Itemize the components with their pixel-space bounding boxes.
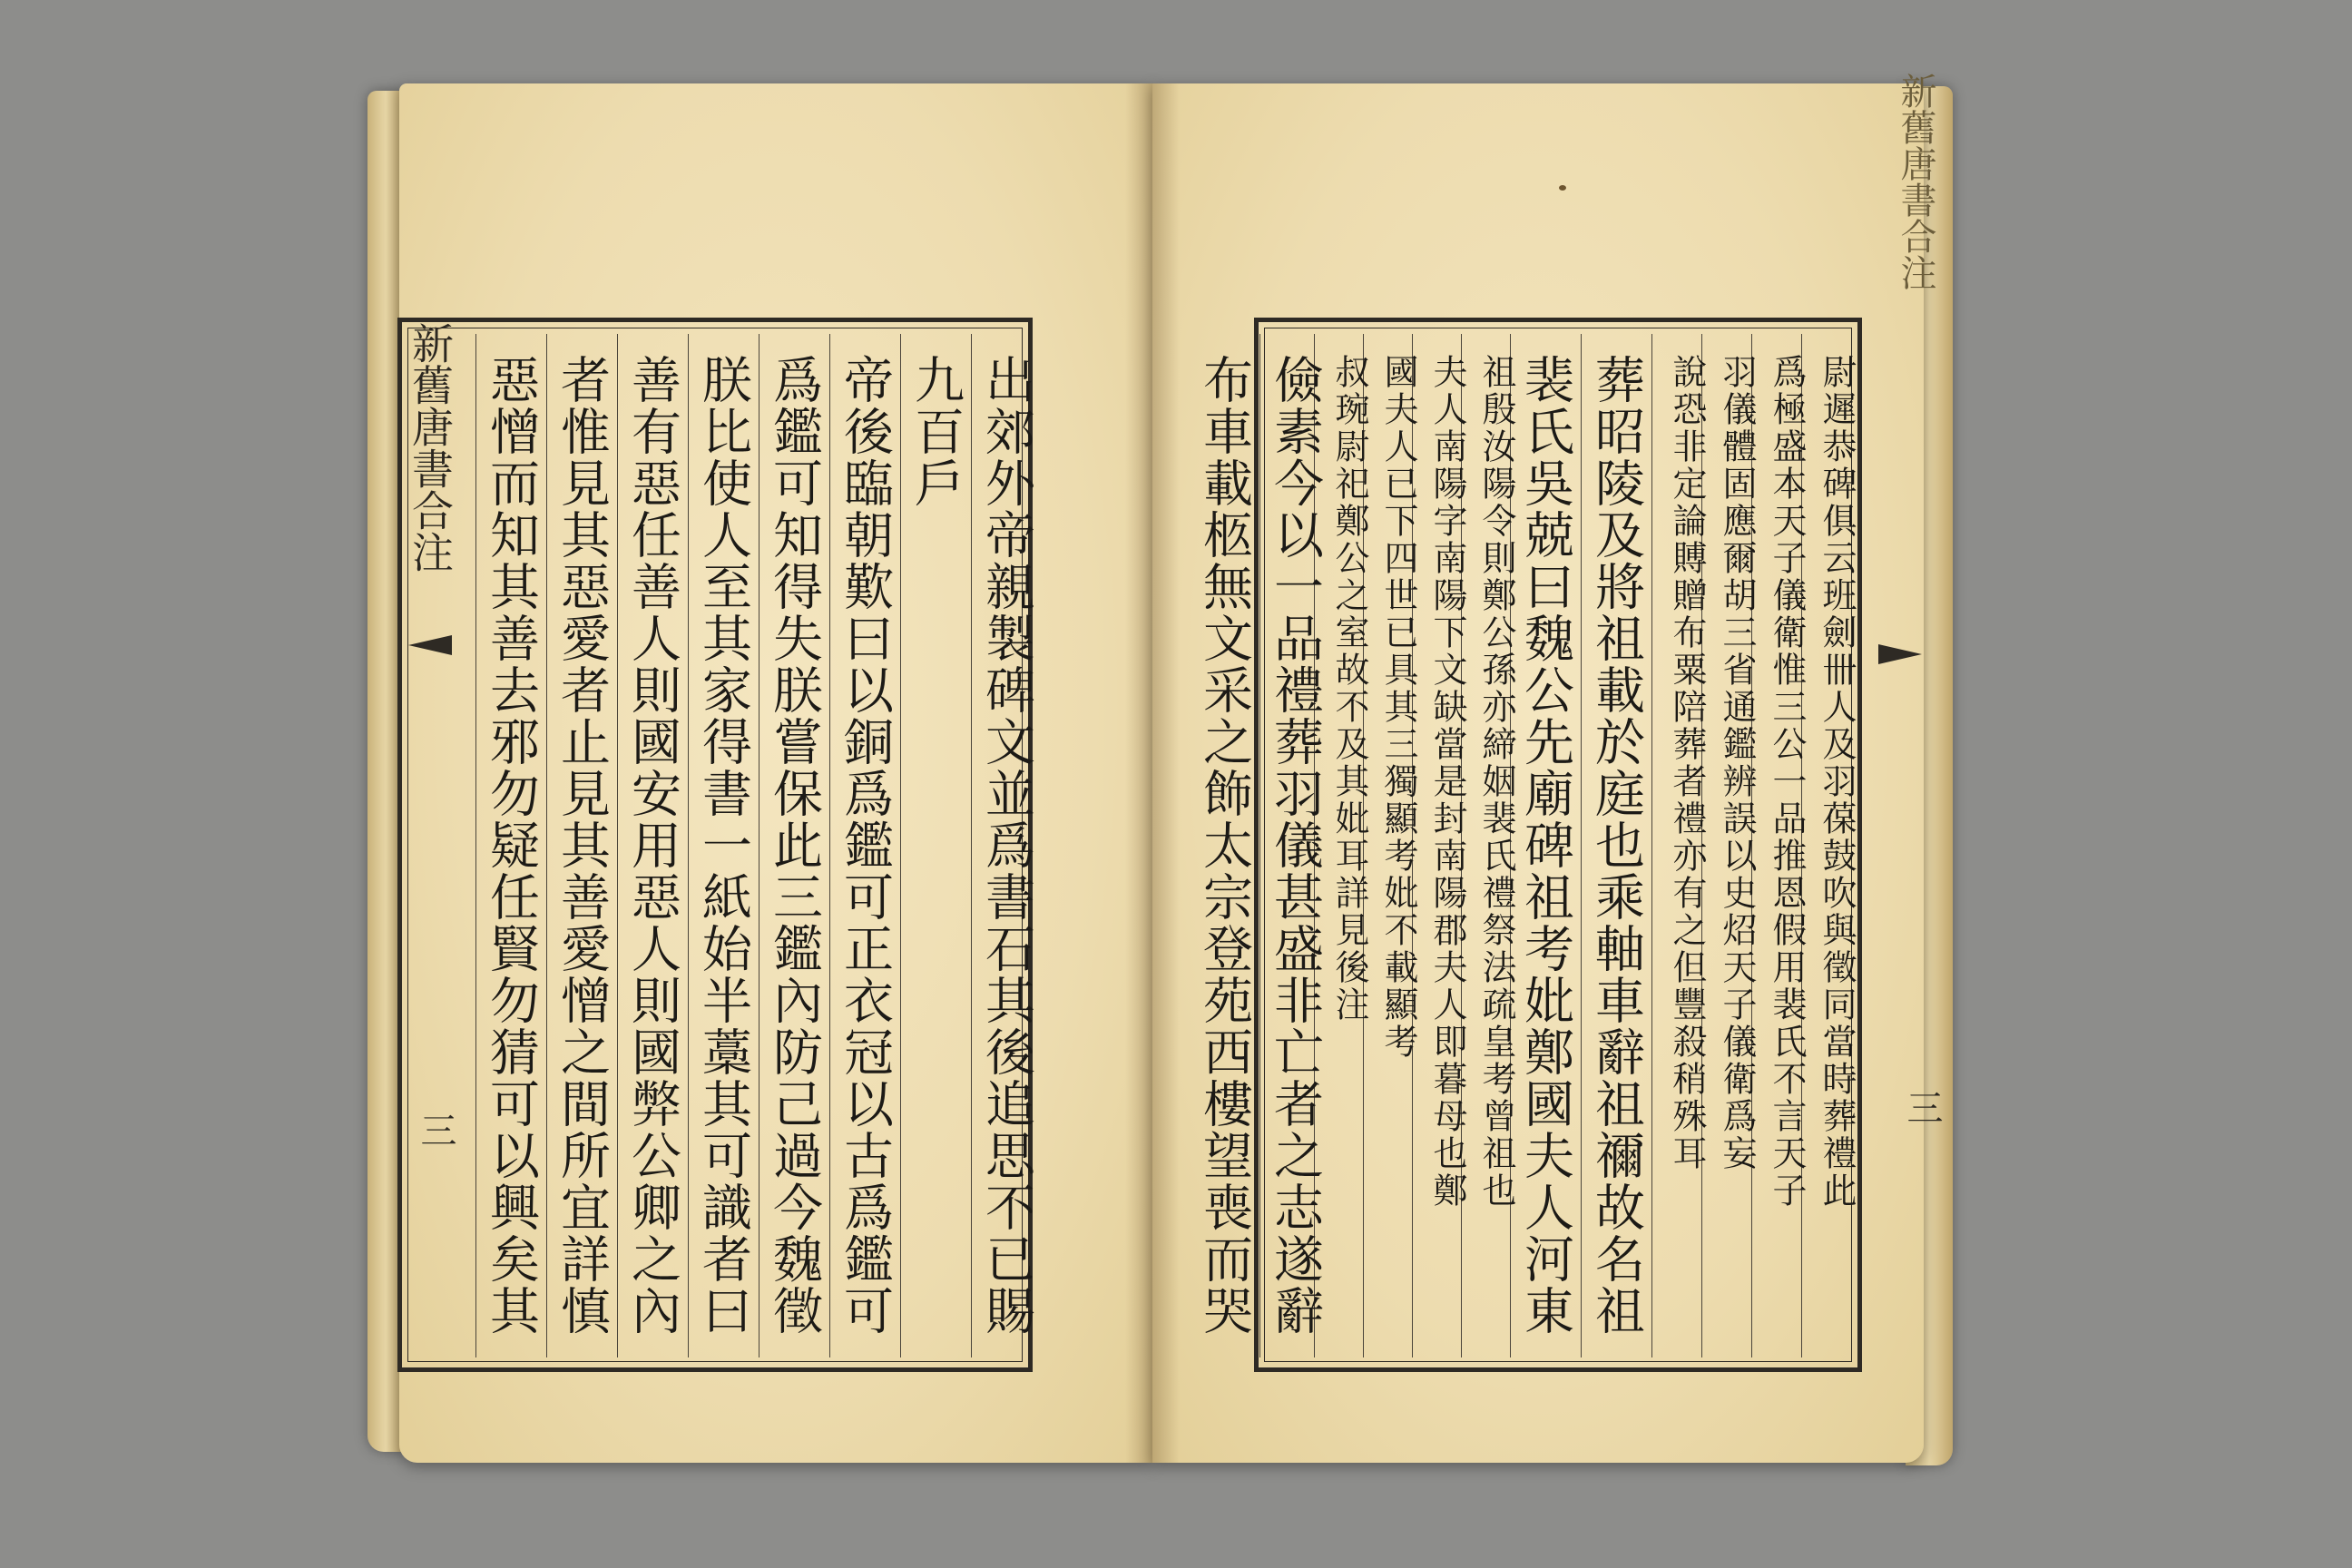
left-column-4: 爲鑑可知得失朕嘗保此三鑑內防己過今魏徵: [759, 334, 829, 1357]
right-column-5: 葬昭陵及將祖載於庭也乘軸車辭祖禰故名祖: [1581, 334, 1651, 1357]
left-column-6: 善有惡任善人則國安用惡人則國弊公卿之內: [617, 334, 688, 1357]
left-folio-number: 三: [415, 1112, 456, 1148]
right-column-10: 叔琬尉祀鄭公之室故不及其妣耳詳見後注: [1314, 334, 1385, 1357]
right-column-12: 布車載柩無文采之飾太宗登苑西樓望喪而哭: [1195, 354, 1253, 1337]
right-column-1: 尉遲恭碑俱云班劍卌人及羽葆鼓吹與徵同當時葬禮此: [1801, 334, 1872, 1357]
left-column-7: 者惟見其惡愛者止見其善愛憎之間所宜詳慎: [546, 334, 617, 1357]
left-margin-title: 新舊唐書合注: [406, 322, 455, 573]
right-column-3: 羽儀體固應爾胡三省通鑑辨誤以史炤天子儀衛爲妄: [1701, 334, 1772, 1357]
left-column-5: 朕比使人至其家得書一紙始半藁其可識者曰: [688, 334, 759, 1357]
right-column-8: 夫人南陽字南陽下文缺當是封南陽郡夫人即暮母也鄭: [1412, 334, 1483, 1357]
right-column-4: 說恐非定論賻贈布粟陪葬者禮亦有之但豐殺稍殊耳: [1651, 334, 1722, 1357]
left-column-8: 惡憎而知其善去邪勿疑任賢勿猜可以興矣其: [475, 334, 546, 1357]
right-column-7: 祖殷汝陽令則鄭公孫亦締姻裴氏禮祭法疏皇考曾祖也: [1461, 334, 1532, 1357]
left-column-2: 九百戶: [900, 334, 971, 1357]
book-gutter: [1125, 83, 1180, 1463]
right-column-6: 裴氏吳兢曰魏公先廟碑祖考妣鄭國夫人河東: [1510, 334, 1581, 1357]
right-margin-title: 新舊唐書合注: [1895, 73, 1936, 290]
left-column-1: 出郊外帝親製碑文並爲書石其後追思不已賜: [971, 334, 1042, 1357]
right-column-2: 爲極盛本天子儀衛惟三公一品推恩假用裴氏不言天子: [1751, 334, 1822, 1357]
ink-spot: [1559, 185, 1566, 191]
right-column-9: 國夫人已下四世已具其三獨顯考妣不載顯考: [1363, 334, 1434, 1357]
left-column-3: 帝後臨朝歎曰以銅爲鑑可正衣冠以古爲鑑可: [829, 334, 900, 1357]
right-folio-number: 三: [1901, 1089, 1943, 1125]
right-column-11: 儉素今以一品禮葬羽儀甚盛非亡者之志遂辭: [1259, 334, 1330, 1357]
